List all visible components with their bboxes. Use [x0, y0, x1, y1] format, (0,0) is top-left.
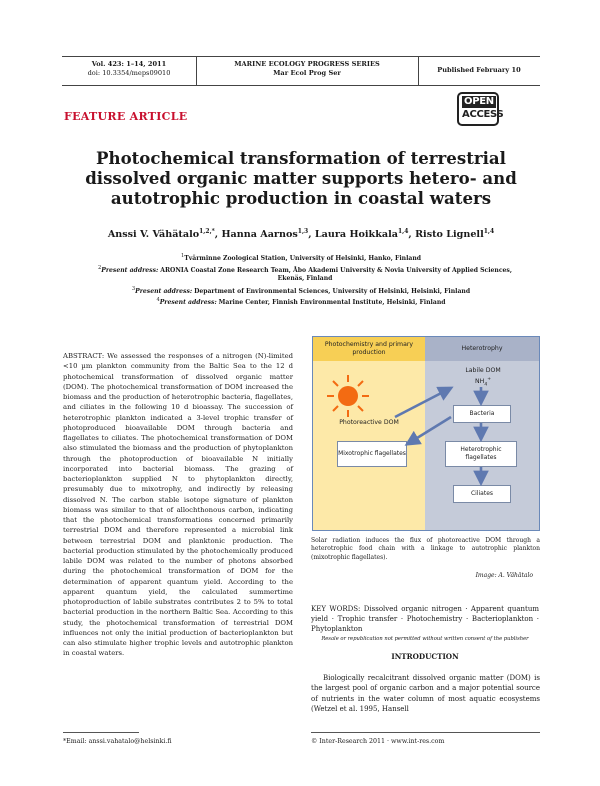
feature-figure	[312, 336, 540, 531]
bacteria-box: Bacteria	[453, 405, 511, 423]
journal-name	[196, 60, 418, 88]
journal-abbrev: Mar Ecol Prog Ser	[273, 69, 341, 77]
heterotrophic-flagellates-box: Heterotrophic flagellates	[445, 441, 517, 467]
mixotrophic-flagellates-box: Mixotrophic flagellates	[337, 441, 407, 467]
affiliation-2: $^2$Present address: ARONIA Coastal Zone Research Team, Åbo Akademi University & Novia University of Applied Sciences, Ekenäs, Finland	[98, 265, 512, 283]
open-access-line1: OPEN	[464, 96, 494, 107]
feature-label: FEATURE ARTICLE	[64, 110, 188, 123]
labile-dom-label: Labile DOM	[465, 367, 501, 374]
volume-info	[74, 60, 184, 88]
resale-notice: Resale or republication not permitted without written consent of the publisher	[321, 636, 529, 642]
article-title: Photochemical transformation of terrestrial dissolved organic matter supports hetero- and autotrophic production in coastal waters	[85, 148, 517, 208]
keywords	[311, 604, 539, 634]
journal-header	[62, 56, 540, 86]
email-footnote[interactable]: *Email: anssi.vahatalo@helsinki.fi	[63, 738, 172, 745]
copyright-divider	[311, 732, 540, 733]
journal-title: MARINE ECOLOGY PROGRESS SERIES	[234, 60, 380, 68]
copyright: © Inter-Research 2011 · www.int-res.com	[311, 738, 445, 745]
affiliation-1: $^1$Tvärminne Zoological Station, University of Helsinki, Hanko, Finland	[180, 253, 422, 263]
nh4-label: $NH_4^+$	[475, 377, 491, 388]
figure-caption: Solar radiation induces the flux of photoreactive DOM through a heterotrophic food chain with a linkage to autotrophic plankton (mixotrophic flagellates).	[311, 537, 540, 561]
affiliation-4: $^4$Present address: Marine Center, Finnish Environmental Institute, Helsinki, Finland	[156, 297, 446, 307]
ciliates-box: Ciliates	[453, 485, 511, 503]
published-date: Published February 10	[437, 66, 521, 74]
image-credit: Image: A. Vähätalo	[475, 572, 533, 579]
volume: Vol. 423: 1–14, 2011	[91, 60, 167, 68]
figure-arrows	[313, 337, 539, 530]
introduction-text: Biologically recalcitrant dissolved organic matter (DOM) is the largest pool of organic carbon and a major potential source of nutrients in the water column of most aquatic ecosystems (Wetzel et al. 1995, Hansell	[311, 674, 540, 713]
figure-left-header: Photochemistry and primary production	[324, 341, 414, 356]
introduction-heading: INTRODUCTION	[391, 652, 459, 661]
open-access-line2: ACCESS	[462, 109, 504, 120]
footnote-divider	[63, 732, 139, 733]
arrow-photoreactive-to-labile	[395, 389, 449, 417]
doi[interactable]: doi: 10.3354/meps09010	[87, 69, 171, 77]
keywords-list: Dissolved organic nitrogen · Apparent quantum yield · Trophic transfer · Photochemistry · Bacterioplankton · Phytoplankton	[311, 605, 539, 633]
open-access-badge[interactable]	[457, 92, 504, 126]
photoreactive-dom-label: Photoreactive DOM	[339, 419, 399, 426]
authors: Anssi V. Vähätalo$^{1,2,*}$, Hanna Aarnos$^{1,3}$, Laura Hoikkala$^{1,4}$, Risto Lignell$^{1,4}$	[107, 228, 495, 241]
arrow-bacteria-to-mixotrophic	[409, 417, 451, 443]
figure-right-header: Heterotrophy	[461, 345, 503, 352]
keywords-label: KEY WORDS:	[311, 605, 361, 613]
affiliation-3: $^3$Present address: Department of Environmental Sciences, University of Helsinki, Helsinki, Finland	[131, 286, 471, 296]
abstract: ABSTRACT: We assessed the responses of a nitrogen (N)-limited <10 µm plankton community from the Baltic Sea to the 12 d photochemical transformation of dissolved organic matter (DOM). The photochemical transformation of DOM increased the biomass and the production of heterotrophic bacteria, flagellates, and ciliates in the following 10 d bioassay. The succession of heterotrophic plankton indicated a 3-level trophic transfer of photoproduced bioavailable DOM through bacteria and flagellates to ciliates. The photochemical transformation of DOM also stimulated the biomass and the production of phytoplankton through the photoproduction of bioavailable N initially incorporated into bacterial biomass. The grazing of bacterioplankton supplied N to phytoplankton directly, presumably due to mixotrophy, and indirectly by releasing dissolved N. The carbon stable isotope signature of plankton biomass was similar to that of allochthonous carbon, indicating that the photochemical transformations concerned primarily terrestrial DOM and therefore represented a microbial link between terrestrial DOM and planktonic production. The bacterial production stimulated by the photochemically produced labile DOM was related to the number of photons absorbed during the photochemical transformation of DOM for the determination of apparent quantum yield. According to the apparent quantum yield, the calculated summertime photoproduction of labile substrates contributes 2 to 5% to total bacterial production in the northern Baltic Sea. According to this study, the photochemical transformation of terrestrial DOM influences not only the initial production of bacterioplankton but can also stimulate higher trophic levels and autotrophic plankton in coastal waters.	[63, 352, 293, 658]
